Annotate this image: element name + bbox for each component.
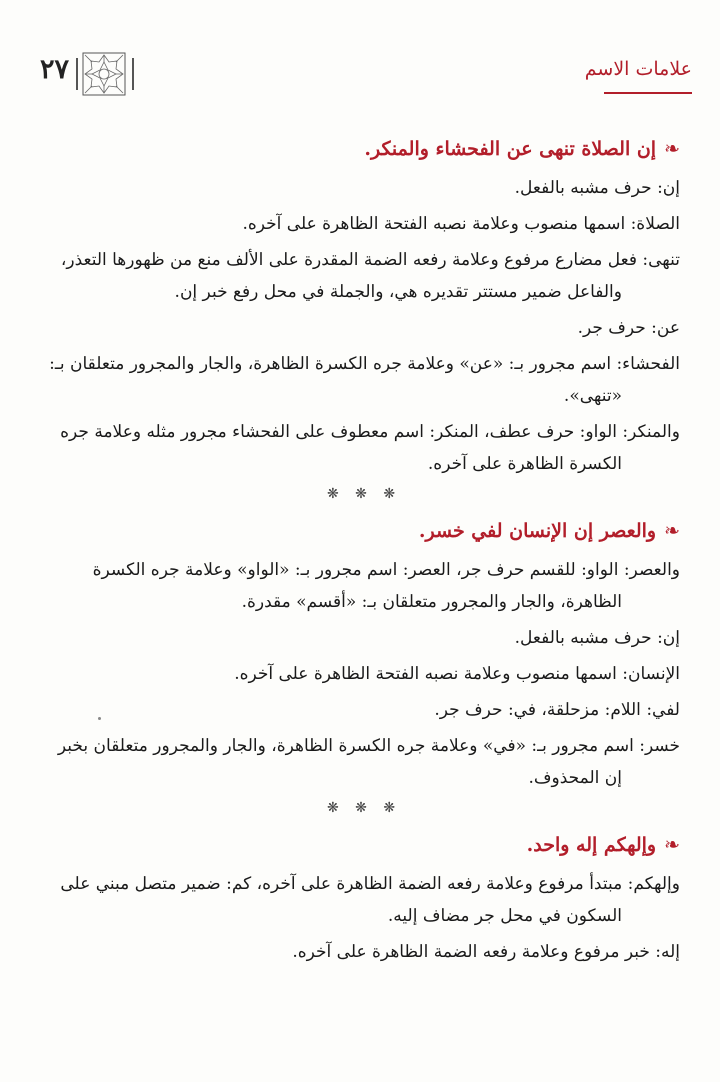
page-number: ٢٧: [40, 54, 70, 85]
page-content: [48, 130, 680, 972]
parse-entry: إله: خبر مرفوع وعلامة رفعه الضمة الظاهرة على آخره.: [292, 942, 680, 962]
parse-entry: إن: حرف مشبه بالفعل.: [514, 178, 680, 198]
header-rule-right: [132, 58, 134, 90]
leaf-ornament-icon: ❧: [664, 138, 680, 160]
parse-entry: والعصر: الواو: للقسم حرف جر، العصر: اسم مجرور بـ: «الواو» وعلامة جره الكسرة الظاهرة، والجار والمجرور متعلقان بـ: «أقسم» مقدرة.: [92, 560, 680, 612]
parse-entry: الصلاة: اسمها منصوب وعلامة نصبه الفتحة الظاهرة على آخره.: [242, 214, 680, 234]
section-heading: ❧والعصر إن الإنسان لفي خسر.: [48, 516, 680, 546]
parse-entry: وإلهكم: مبتدأ مرفوع وعلامة رفعه الضمة الظاهرة على آخره، كم: ضمير متصل مبني على السكون في محل جر مضاف إليه.: [60, 874, 680, 926]
parse-entry: إن: حرف مشبه بالفعل.: [514, 628, 680, 648]
parse-entry: خسر: اسم مجرور بـ: «في» وعلامة جره الكسرة الظاهرة، والجار والمجرور متعلقان بخبر إن المحذوف.: [57, 736, 680, 788]
header-rule-left: [76, 58, 78, 90]
parse-entry: الإنسان: اسمها منصوب وعلامة نصبه الفتحة الظاهرة على آخره.: [234, 664, 680, 684]
section-separator: ❋ ❋ ❋: [326, 486, 402, 502]
leaf-ornament-icon: ❧: [664, 834, 680, 856]
chapter-title: علامات الاسم: [584, 58, 692, 80]
chapter-underline: [604, 92, 692, 94]
parse-entry: لفي: اللام: مزحلقة، في: حرف جر.: [434, 700, 680, 720]
section-heading: ❧إن الصلاة تنهى عن الفحشاء والمنكر.: [48, 134, 680, 164]
parse-entry: والمنكر: الواو: حرف عطف، المنكر: اسم معطوف على الفحشاء مجرور مثله وعلامة جره الكسرة الظاهرة على آخره.: [60, 422, 680, 474]
parse-entry: عن: حرف جر.: [577, 318, 680, 338]
parse-entry: تنهى: فعل مضارع مرفوع وعلامة رفعه الضمة المقدرة على الألف منع من ظهورها التعذر، والفاعل ضمير مستتر تقديره هي، والجملة في محل رفع خبر إن.: [60, 250, 680, 302]
section-heading: ❧وإلهكم إله واحد.: [48, 830, 680, 860]
parse-entry: الفحشاء: اسم مجرور بـ: «عن» وعلامة جره الكسرة الظاهرة، والجار والمجرور متعلقان بـ: «تنهى».: [49, 354, 680, 406]
geometric-ornament-icon: [82, 52, 126, 96]
section-separator: ❋ ❋ ❋: [326, 800, 402, 816]
page-header: [30, 50, 692, 106]
leaf-ornament-icon: ❧: [664, 520, 680, 542]
